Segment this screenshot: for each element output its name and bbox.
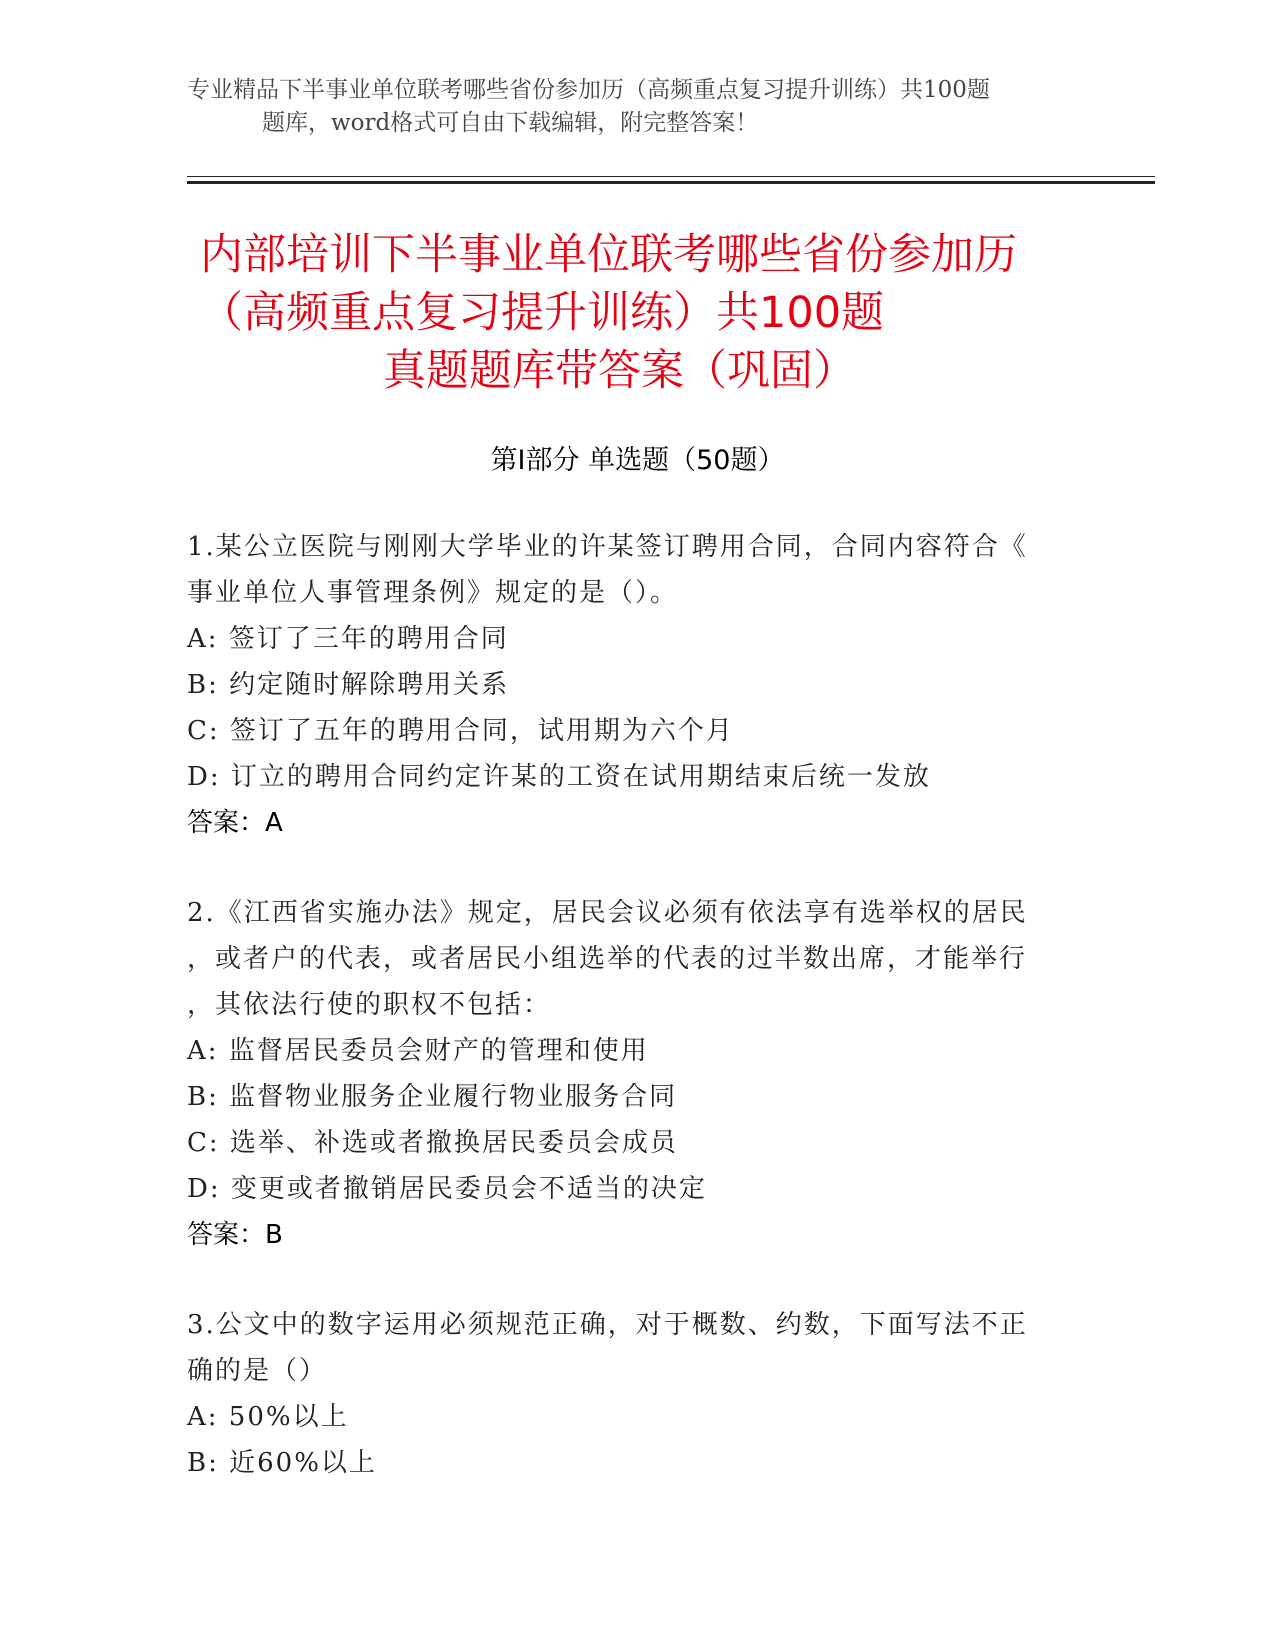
question-stem-line: 1.某公立医院与刚刚大学毕业的许某签订聘用合同，合同内容符合《 [187,532,1028,562]
title-line-1: 内部培训下半事业单位联考哪些省份参加历 [200,230,1017,280]
option-d: D: 变更或者撤销居民委员会不适当的决定 [187,1174,707,1204]
header-divider-thin [187,176,1155,177]
option-b: B: 监督物业服务企业履行物业服务合同 [187,1082,678,1112]
question-2 [187,890,1067,1258]
option-b: B: 约定随时解除聘用关系 [187,670,510,700]
option-c: C: 签订了五年的聘用合同，试用期为六个月 [187,716,734,746]
question-1 [187,524,1067,846]
section-title: 第I部分 单选题（50题） [490,445,785,476]
question-stem-line: 3.公文中的数字运用必须规范正确，对于概数、约数，下面写法不正 [187,1310,1028,1340]
answer: 答案：B [187,1220,283,1250]
question-stem-line: 确的是（） [187,1356,328,1386]
header-note-line-1: 专业精品下半事业单位联考哪些省份参加历（高频重点复习提升训练）共100题 [187,77,990,103]
title-line-3: 真题题库带答案（巩固） [383,346,856,396]
option-c: C: 选举、补选或者撤换居民委员会成员 [187,1128,678,1158]
option-a: A: 签订了三年的聘用合同 [187,624,509,654]
option-a: A: 监督居民委员会财产的管理和使用 [187,1036,649,1066]
question-stem-line: ，或者户的代表，或者居民小组选举的代表的过半数出席，才能举行 [187,944,1028,974]
option-a: A: 50%以上 [187,1402,349,1432]
document-title [0,226,1275,400]
question-stem-line: 2.《江西省实施办法》规定，居民会议必须有依法享有选举权的居民 [187,898,1028,928]
option-d: D: 订立的聘用合同约定许某的工资在试用期结束后统一发放 [187,762,931,792]
question-list [187,524,1067,1486]
title-line-2: （高频重点复习提升训练）共100题 [200,288,885,338]
question-stem-line: 事业单位人事管理条例》规定的是（）。 [187,578,679,608]
option-b: B: 近60%以上 [187,1448,377,1478]
header-note [0,74,1275,140]
answer: 答案：A [187,808,283,838]
question-3 [187,1302,1067,1486]
question-stem-line: ，其依法行使的职权不包括： [187,990,552,1020]
header-note-line-2: 题库，word格式可自由下载编辑，附完整答案！ [262,110,759,136]
header-divider-thick [187,181,1155,184]
